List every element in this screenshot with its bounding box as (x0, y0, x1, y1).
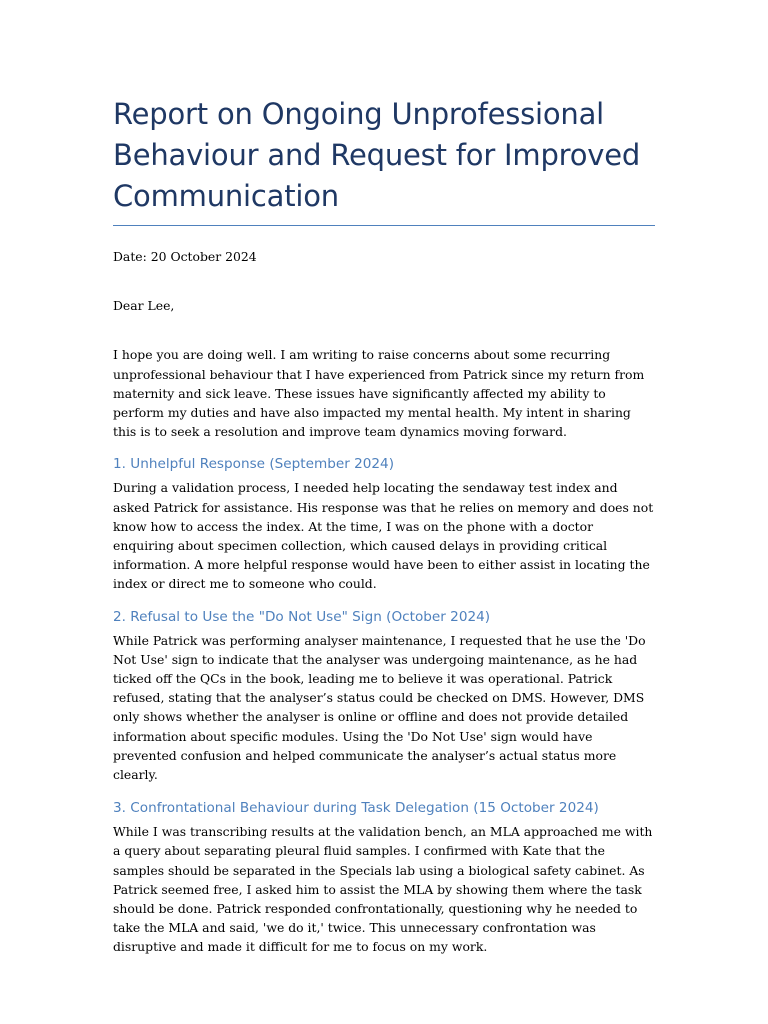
greeting: Dear Lee, (113, 298, 175, 314)
section-heading-1: 1. Unhelpful Response (September 2024) (113, 456, 395, 473)
section-body-3: While I was transcribing results at the validation bench, an MLA approached me with a query about separating pleural fluid samples. I confirmed with Kate that the samples should be separated in the Specials lab using a biological safety cabinet. As Patrick seemed free, I asked him to assist the MLA by showing them where the task should be done. Patrick responded confrontationally, questioning why he needed to take the MLA and said, 'we do it,' twice. This unnecessary confrontation was disruptive and made it difficult for me to focus on my work. (113, 824, 653, 955)
section-heading-3: 3. Confrontational Behaviour during Task Delegation (15 October 2024) (113, 800, 599, 817)
section-body-1: During a validation process, I needed help locating the sendaway test index and asked Patrick for assistance. His response was that he relies on memory and does not know how to access the index. At the time, I was on the phone with a doctor enquiring about specimen collection, which caused delays in providing critical information. A more helpful response would have been to either assist in locating the index or direct me to someone who could. (113, 480, 654, 592)
document-page (113, 94, 655, 957)
section-body-2: While Patrick was performing analyser maintenance, I requested that he use the 'Do Not Use' sign to indicate that the analyser was undergoing maintenance, as he had ticked off the QCs in the book, leading me to believe it was operational. Patrick refused, stating that the analyser’s status could be checked on DMS. However, DMS only shows whether the analyser is online or offline and does not provide detailed information about specific modules. Using the 'Do Not Use' sign would have prevented confusion and helped communicate the analyser’s actual status more clearly. (113, 632, 646, 783)
document-title: Report on Ongoing Unprofessional Behaviour and Request for Improved Communication (113, 94, 655, 226)
intro-paragraph: I hope you are doing well. I am writing to raise concerns about some recurring unprofessional behaviour that I have experienced from Patrick since my return from maternity and sick leave. These issues have significantly affected my ability to perform my duties and have also impacted my mental health. My intent in sharing this is to seek a resolution and improve team dynamics moving forward. (113, 347, 645, 440)
document-date: Date: 20 October 2024 (113, 249, 257, 264)
section-heading-2: 2. Refusal to Use the "Do Not Use" Sign (October 2024) (113, 608, 491, 625)
